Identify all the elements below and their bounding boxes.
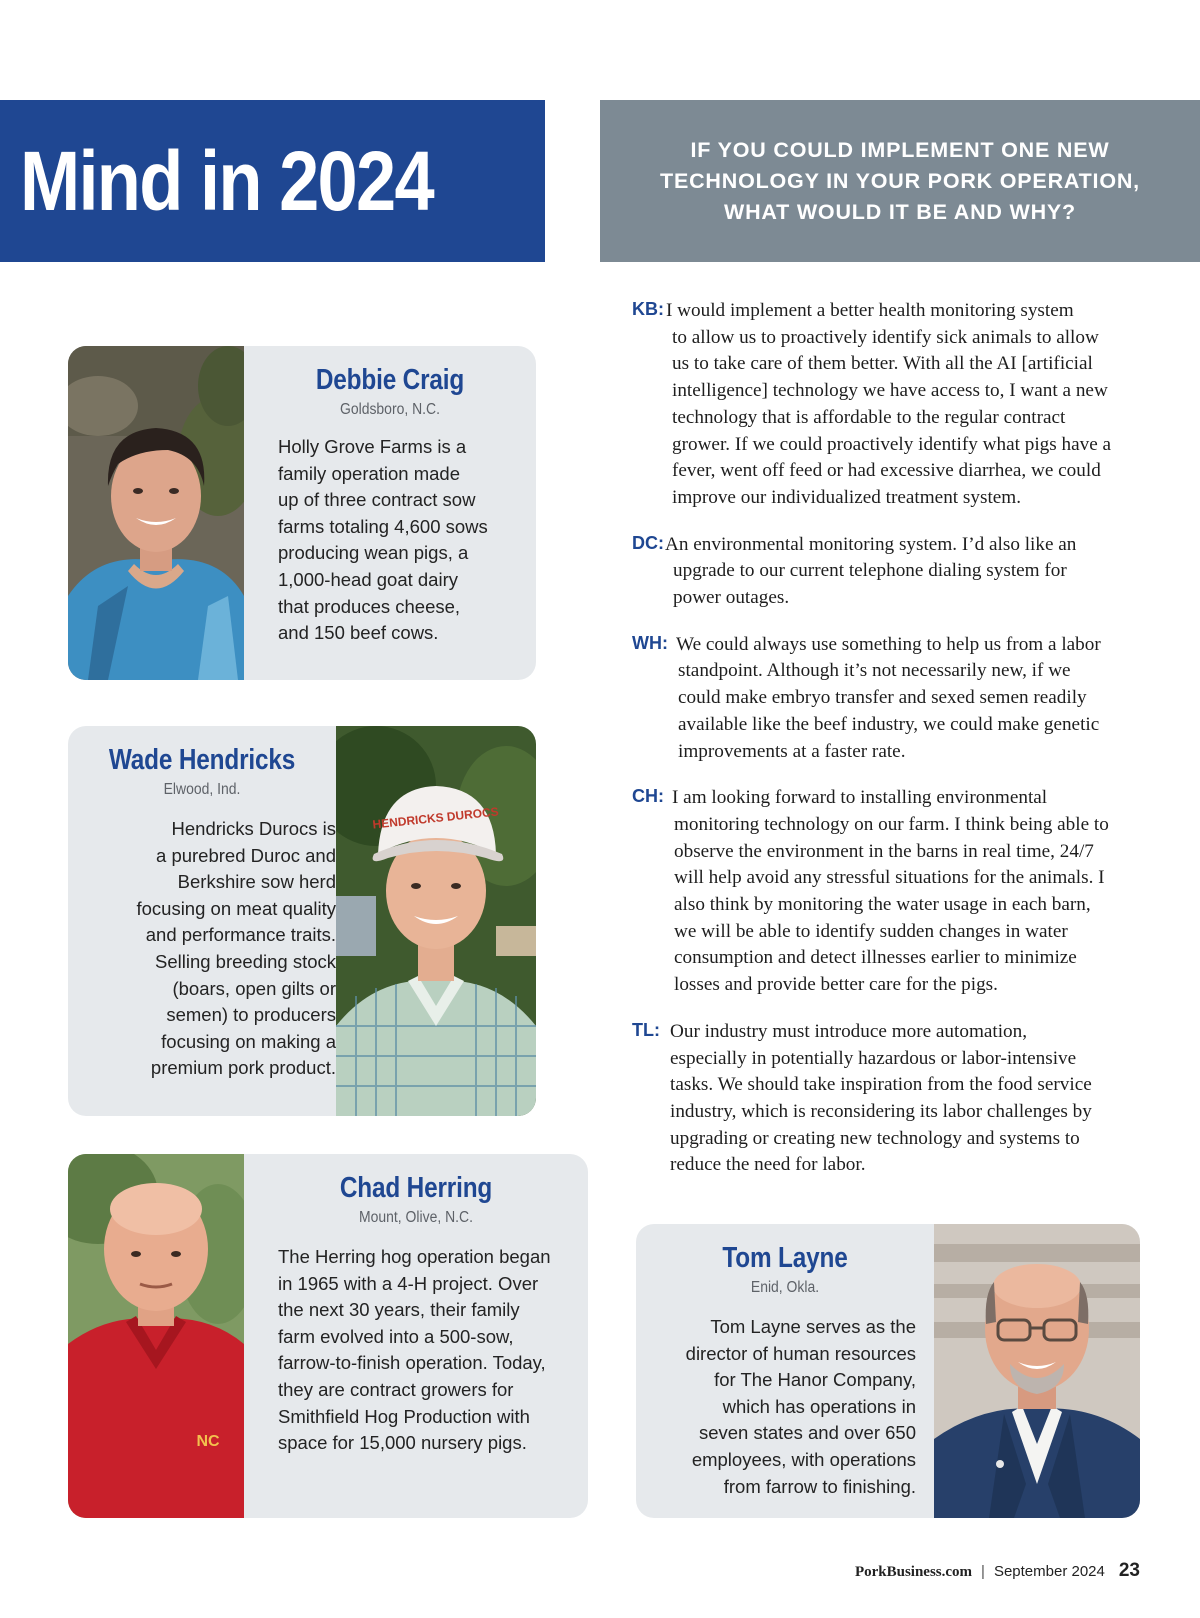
answer-line: consumption and detect illnesses earlier to minimize (674, 947, 1077, 969)
answer-line: improve our individualized treatment system. (672, 486, 1022, 508)
bio-line: Tom Layne serves as the (710, 1316, 916, 1337)
answer-text (674, 785, 1152, 999)
answer-initials: CH: (632, 786, 664, 807)
profile-location: Enid, Okla. (750, 1279, 820, 1296)
shirt-logo-text: NC (196, 1433, 220, 1450)
profile-card-chad-herring (68, 1154, 588, 1518)
answer-initials: DC: (632, 532, 664, 553)
bio-line: director of human resources (685, 1342, 916, 1364)
profile-location: Mount, Olive, N.C. (359, 1209, 473, 1226)
profile-name: Tom Layne (722, 1242, 848, 1274)
answer-line: available like the beef industry, we could make genetic (678, 713, 1100, 735)
profile-name: Wade Hendricks (108, 744, 296, 776)
answers-column (632, 298, 1152, 1199)
page-footer (855, 1560, 1140, 1582)
profile-location: Elwood, Ind. (163, 781, 241, 798)
bio-line: and 150 beef cows. (278, 622, 439, 644)
answer-line: we will be able to identify sudden changes in water (674, 920, 1068, 942)
answer-line: Our industry must introduce more automation, (670, 1020, 1028, 1042)
answer-line: observe the environment in the barns in real time, 24/7 (674, 840, 1094, 862)
bio-line: farms totaling 4,600 sows (278, 515, 488, 537)
profile-bio (96, 816, 336, 1082)
answer-line: upgrading or creating new technology and systems to (670, 1127, 1080, 1149)
answer-line: industry, which is reconsidering its labor challenges by (670, 1100, 1092, 1122)
answer-text (678, 632, 1152, 766)
bio-line: for The Hanor Company, (714, 1369, 916, 1391)
bio-line: Holly Grove Farms is a (278, 436, 467, 457)
bio-line: (boars, open gilts or (172, 977, 336, 999)
footer-date: September 2024 (993, 1563, 1105, 1580)
bio-line: farrow-to-finish operation. Today, (278, 1352, 546, 1374)
profile-bio (278, 434, 536, 647)
answer-initials: WH: (632, 632, 668, 653)
answer-line: I am looking forward to installing environmental (672, 787, 1048, 809)
bio-line: from farrow to finishing. (723, 1475, 916, 1497)
bio-line: producing wean pigs, a (278, 542, 469, 564)
answer-wh (632, 632, 1152, 766)
profile-card-debbie-craig (68, 346, 536, 680)
footer-site: PorkBusiness.com (854, 1564, 973, 1580)
profile-card-tom-layne (636, 1224, 1140, 1518)
answer-line: grower. If we could proactively identify what pigs have a (672, 433, 1112, 455)
profile-bio (656, 1314, 916, 1500)
bio-line: semen) to producers (166, 1004, 336, 1026)
answer-line: technology that is affordable to the regular contract (672, 406, 1066, 428)
answer-kb (632, 298, 1152, 512)
bio-line: Smithfield Hog Production with (278, 1405, 530, 1427)
bio-line: up of three contract sow (278, 489, 476, 511)
answer-tl (632, 1019, 1152, 1179)
bio-line: farm evolved into a 500-sow, (278, 1325, 514, 1347)
chad-herring-photo (68, 1154, 244, 1518)
bio-line: seven states and over 650 (698, 1422, 916, 1444)
answer-line: upgrade to our current telephone dialing system for (673, 560, 1067, 582)
bio-line: The Herring hog operation began (278, 1246, 551, 1267)
bio-line: employees, with operations (691, 1448, 916, 1470)
answer-text (665, 532, 1152, 612)
answer-line: standpoint. Although it’s not necessarily new, if we (678, 660, 1071, 682)
bio-line: a purebred Duroc and (156, 844, 336, 866)
bio-line: family operation made (278, 462, 461, 484)
bio-line: in 1965 with a 4-H project. Over (278, 1272, 539, 1294)
bio-line: space for 15,000 nursery pigs. (278, 1432, 527, 1454)
answer-line: improvements at a faster rate. (678, 740, 906, 762)
answer-initials: KB: (632, 299, 664, 319)
bio-line: 1,000-head goat dairy (278, 568, 458, 590)
profile-card-wade-hendricks (68, 726, 536, 1116)
answer-line: reduce the need for labor. (670, 1154, 866, 1176)
bio-line: focusing on making a (161, 1030, 336, 1052)
bio-line: premium pork product. (150, 1057, 336, 1079)
answer-line: tasks. We should take inspiration from the food service (670, 1074, 1092, 1096)
tom-layne-photo (934, 1224, 1140, 1518)
answer-line: to allow us to proactively identify sick animals to allow (672, 326, 1099, 348)
cap-logo-text: HENDRICKS DUROCS (371, 804, 500, 832)
footer-separator: | (981, 1563, 985, 1580)
answer-line: also think by monitoring the water usage in each barn, (674, 894, 1091, 916)
answer-line: fever, went off feed or had excessive diarrhea, we could (672, 460, 1101, 482)
answer-text (670, 1019, 1152, 1179)
bio-line: Berkshire sow herd (177, 871, 336, 893)
answer-line: could make embryo transfer and sexed semen readily (678, 687, 1087, 709)
answer-line: I would implement a better health monitoring system (666, 300, 1074, 321)
profile-bio (278, 1244, 578, 1457)
profile-name: Debbie Craig (315, 364, 465, 396)
answer-line: An environmental monitoring system. I’d also like an (665, 533, 1077, 555)
bio-line: focusing on meat quality (136, 897, 336, 919)
bio-line: Selling breeding stock (155, 950, 336, 972)
profile-location: Goldsboro, N.C. (339, 401, 441, 418)
question-banner (600, 100, 1200, 262)
question-text: IF YOU COULD IMPLEMENT ONE NEW TECHNOLOGY IN YOUR PORK OPERATION, WHAT WOULD IT BE AND WHY? (660, 137, 1140, 224)
page-title: Mind in 2024 (20, 133, 433, 228)
answer-line: We could always use something to help us from a labor (676, 633, 1101, 655)
page-number: 23 (1118, 1560, 1140, 1581)
answer-text (666, 298, 1152, 512)
bio-line: that produces cheese, (278, 595, 461, 617)
bio-line: the next 30 years, their family (278, 1299, 520, 1321)
answer-line: will help avoid any stressful situations for the animals. I (674, 867, 1105, 889)
answer-line: power outages. (673, 587, 790, 609)
bio-line: they are contract growers for (278, 1378, 514, 1400)
answer-line: monitoring technology on our farm. I think being able to (674, 813, 1109, 835)
debbie-craig-photo (68, 346, 244, 680)
answer-ch (632, 785, 1152, 999)
answer-initials: TL: (632, 1019, 660, 1040)
answer-line: losses and provide better care for the pigs. (674, 974, 998, 996)
answer-line: especially in potentially hazardous or labor-intensive (670, 1047, 1077, 1069)
answer-line: intelligence] technology we have access to, I want a new (672, 380, 1108, 402)
wade-hendricks-photo (336, 726, 536, 1116)
answer-dc (632, 532, 1152, 612)
bio-line: Hendricks Durocs is (171, 818, 336, 839)
answer-line: us to take care of them better. With all the AI [artificial (672, 353, 1093, 375)
title-banner (0, 100, 545, 262)
bio-line: which has operations in (722, 1395, 916, 1417)
bio-line: and performance traits. (145, 924, 336, 946)
profile-name: Chad Herring (339, 1172, 493, 1204)
